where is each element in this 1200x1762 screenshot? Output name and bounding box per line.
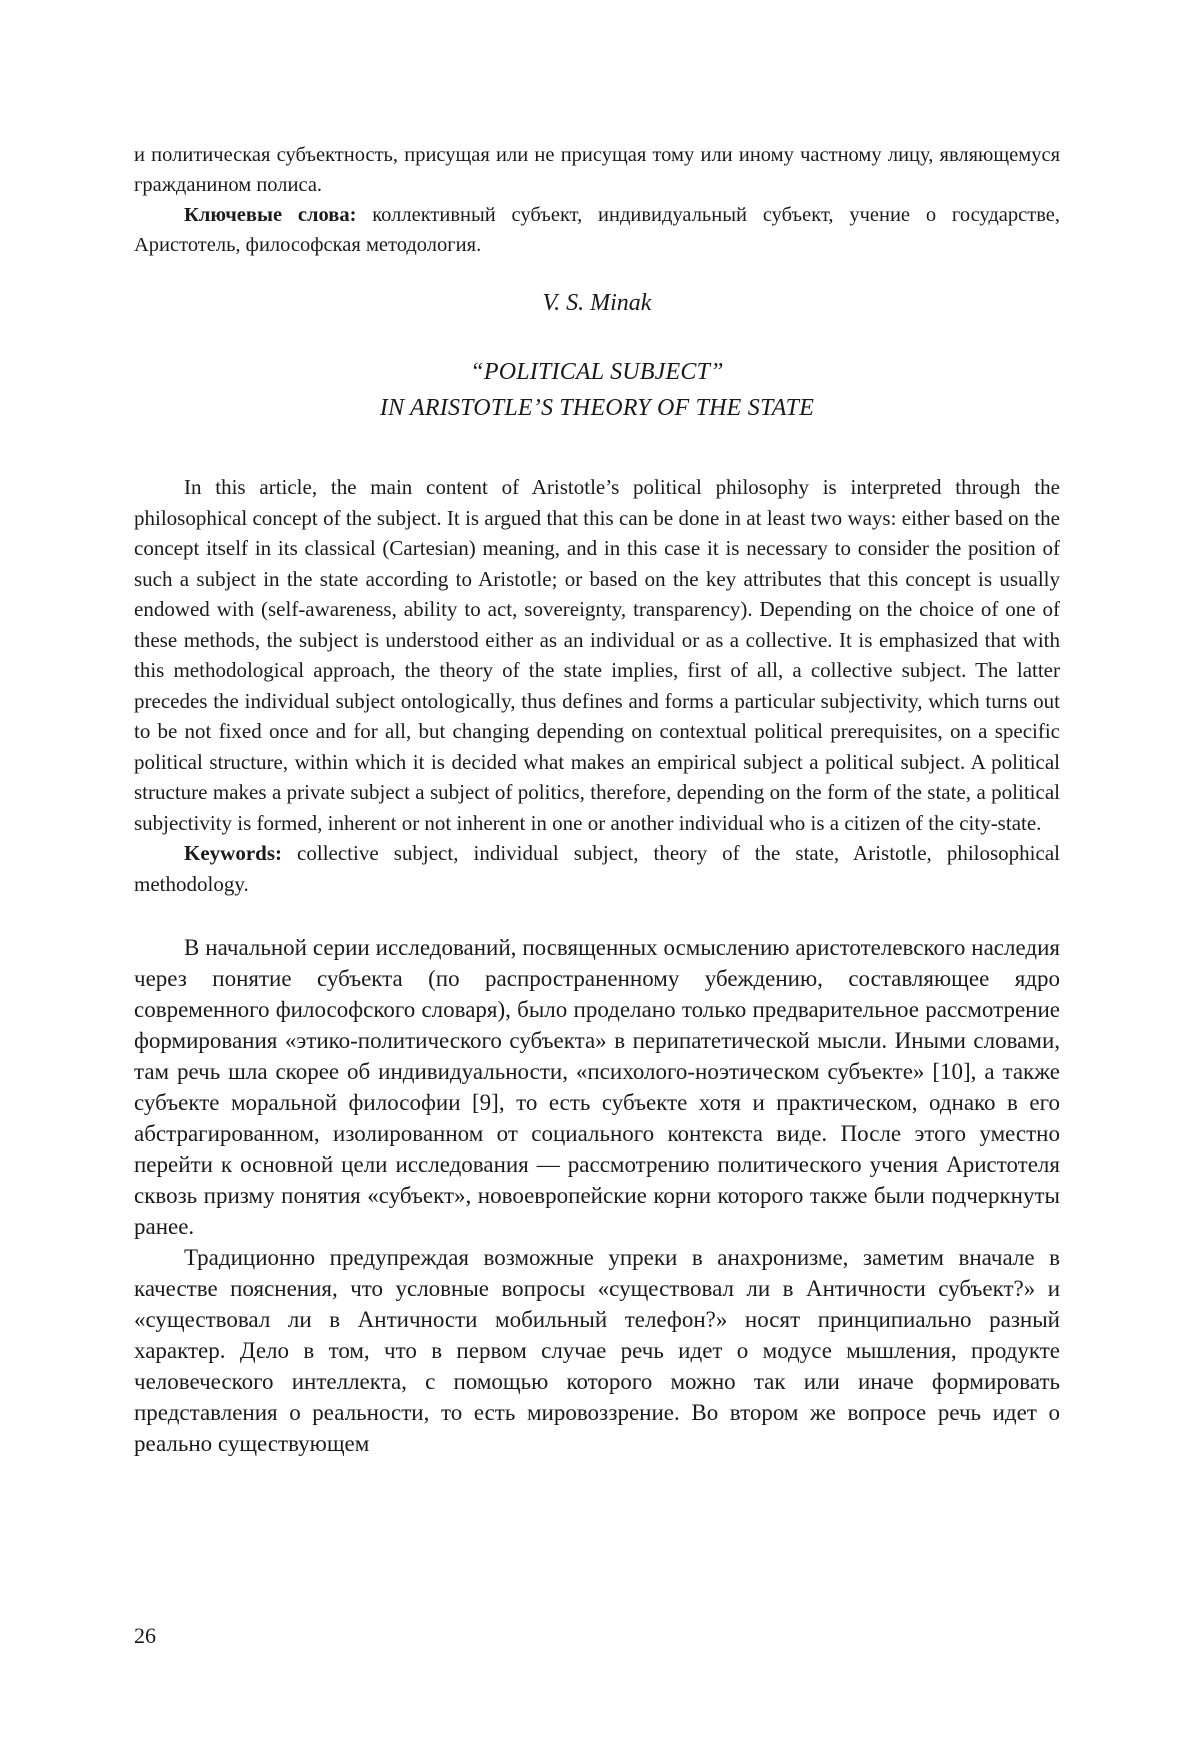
ru-keywords: [134, 200, 1060, 260]
title-line-1: “POLITICAL SUBJECT”: [470, 359, 724, 385]
page-number: 26: [134, 1623, 156, 1648]
en-keywords-text: collective subject, individual subject, theory of the state, Aristotle, philosophical methodology.: [134, 841, 1060, 896]
title-line-2: IN ARISTOTLE’S THEORY OF THE STATE: [379, 395, 815, 421]
en-keywords: [134, 838, 1060, 899]
ru-keywords-text: коллективный субъект, индивидуальный субъект, учение о государстве, Аристотель, философская методология.: [134, 204, 1060, 256]
page-content: [134, 140, 1060, 1459]
body-paragraph-2: Традиционно предупреждая возможные упреки в анахронизме, заметим вначале в качестве пояснения, что условные вопросы «существовал ли в Античности субъект?» и «существовал ли в Античности мобильный телефон?» носят принципиально разный характер. Дело в том, что в первом случае речь идет о модусе мышления, продукте человеческого интеллекта, с помощью которого можно так или иначе формировать представления о реальности, то есть мировоззрение. Во втором же вопросе речь идет о реально существующем: [134, 1245, 1060, 1456]
en-abstract: In this article, the main content of Aristotle’s political philosophy is interpreted through the philosophical concept of the subject. It is argued that this can be done in at least two ways: either based on the concept itself in its classical (Cartesian) meaning, and in this case it is necessary to consider the position of such a subject in the state according to Aristotle; or based on the key attributes that this concept is usually endowed with (self-awareness, ability to act, sovereignty, transparency). Depending on the choice of one of these methods, the subject is understood either as an individual or as a collective. It is emphasized that with this methodological approach, the theory of the state implies, first of all, a collective subject. The latter precedes the individual subject ontologically, thus defines and forms a particular subjectivity, which turns out to be not fixed once and for all, but changing depending on contextual political prerequisites, on a specific political structure, within which it is decided what makes an empirical subject a political subject. A political structure makes a private subject a subject of politics, therefore, depending on the form of the state, a political subjectivity is formed, inherent or not inherent in one or another individual who is a citizen of the city-state.: [134, 475, 1060, 835]
ru-abstract-tail: и политическая субъектность, присущая или не присущая тому или иному частному лицу, являющемуся гражданином полиса.: [134, 144, 1060, 196]
author-name: V. S. Minak: [542, 290, 652, 316]
article-title: [134, 354, 1060, 426]
ru-keywords-label: Ключевые слова:: [184, 204, 357, 226]
en-keywords-label: Keywords:: [184, 841, 282, 865]
body-paragraph-1: В начальной серии исследований, посвященных осмыслению аристотелевского наследия через понятие субъекта (по распространенному убеждению, составляющее ядро современного философского словаря), было проделано только предварительное рассмотрение формирования «этико-политического субъекта» в перипатетической мысли. Иными словами, там речь шла скорее об индивидуальности, «психолого-ноэтическом субъекте» [10], а также субъекте моральной философии [9], то есть субъекте хотя и практическом, однако в его абстрагированном, изолированном от социального контекста виде. После этого уместно перейти к основной цели исследования — рассмотрению политического учения Аристотеля сквозь призму понятия «субъект», новоевропейские корни которого также были подчеркнуты ранее.: [134, 935, 1060, 1239]
